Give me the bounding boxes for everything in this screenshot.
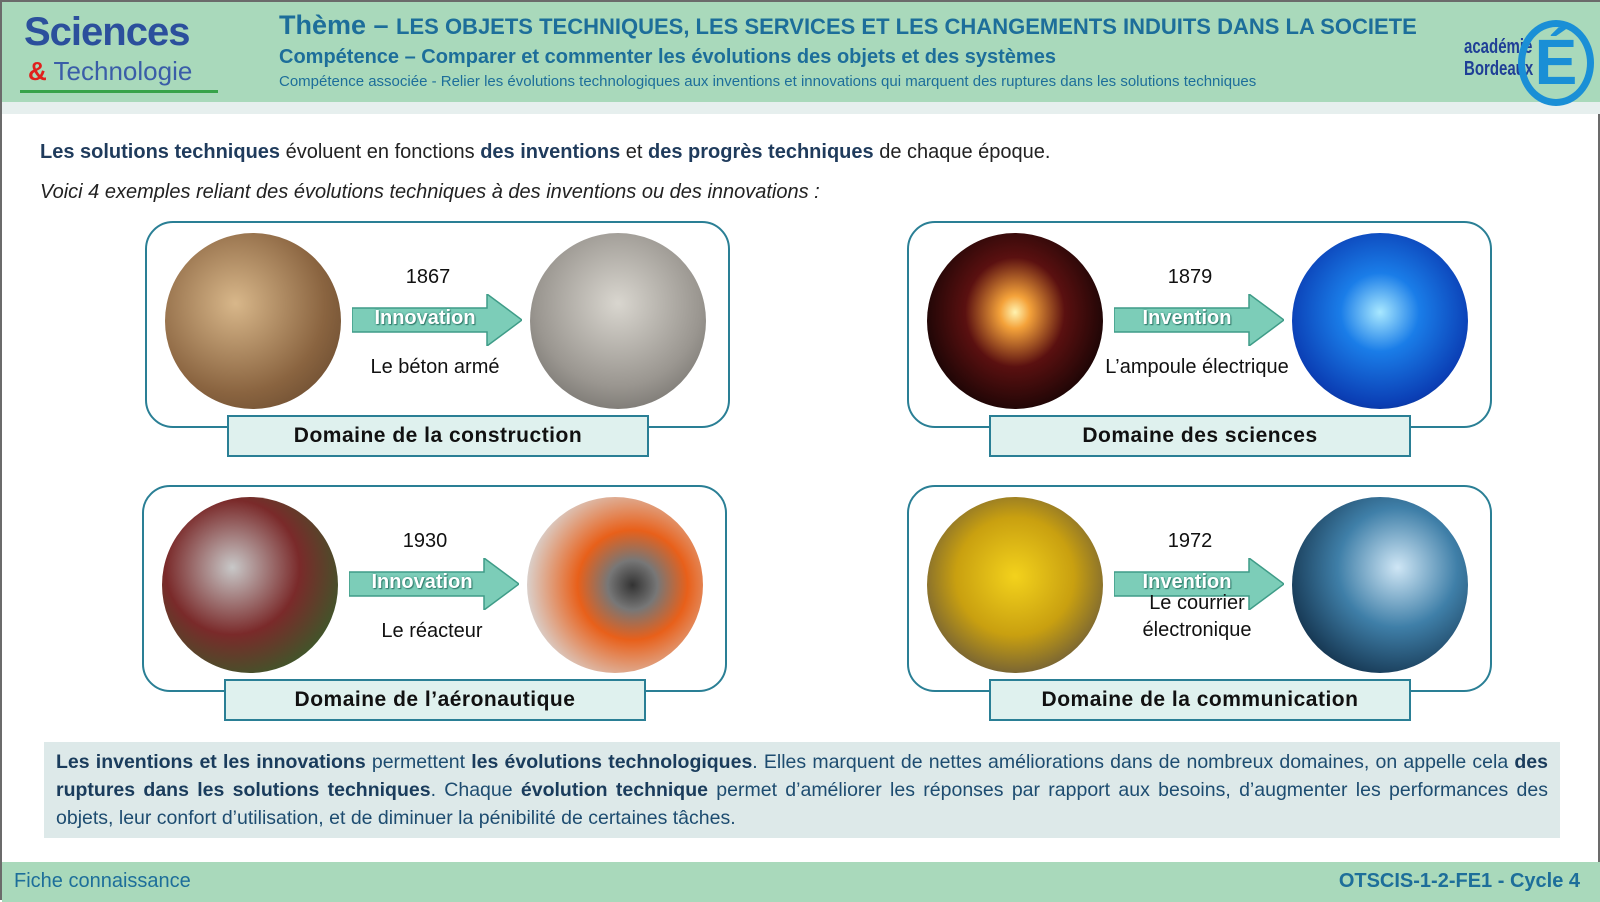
competence-associee: Compétence associée - Relier les évolutions technologiques aux inventions et innovations qui marquent des ruptures dans les solutions techniques <box>279 73 1257 90</box>
photo-before-communication <box>927 497 1103 673</box>
bold-text: des inventions <box>480 141 621 163</box>
bold-text: évolution technique <box>520 779 708 801</box>
photo-after-aeronautique <box>527 497 703 673</box>
competence-title: Compétence – Comparer et commenter les évolutions des objets et des systèmes <box>279 46 1056 68</box>
header-subband <box>2 102 1600 114</box>
year-label: 1879 <box>1167 266 1213 288</box>
photo-after-construction <box>530 233 706 409</box>
academie-line1: académie <box>1464 36 1533 58</box>
photo-before-aeronautique <box>162 497 338 673</box>
theme-prefix: Thème – <box>279 10 397 40</box>
arrow-type-label: Invention <box>1142 307 1232 329</box>
summary-box <box>44 742 1560 838</box>
arrow-type-label: Invention <box>1142 571 1232 593</box>
domain-label-sciences: Domaine des sciences <box>989 415 1411 457</box>
year-label: 1972 <box>1167 530 1213 552</box>
year-label: 1867 <box>405 266 451 288</box>
academie-line2: Bordeaux <box>1464 58 1534 80</box>
text: de chaque époque. <box>873 141 1051 163</box>
logo-amp: & <box>28 56 47 86</box>
photo-after-communication <box>1292 497 1468 673</box>
text: permettent <box>365 751 472 773</box>
text: et <box>620 141 649 163</box>
year-label: 1930 <box>402 530 448 552</box>
logo-tech-text: Technologie <box>53 56 193 86</box>
bold-text: les évolutions technologiques <box>471 751 753 773</box>
footer-left: Fiche connaissance <box>14 870 191 892</box>
invention-caption: Le réacteur <box>381 620 483 642</box>
bold-text: des progrès techniques <box>648 141 874 163</box>
invention-caption: Le courrier électronique <box>1142 592 1252 641</box>
invention-caption: Le béton armé <box>370 356 500 378</box>
intro-sentence <box>40 141 1050 164</box>
bold-text: des ruptures dans les solutions techniques <box>56 751 1548 801</box>
text: permet d’améliorer les réponses par rapport aux besoins, d’augmenter les performances des objets, leur confort d’utilisation, et de diminuer la pénibilité de certaines tâches. <box>56 779 1548 829</box>
footer-right: OTSCIS-1-2-FE1 - Cycle 4 <box>1338 870 1580 892</box>
photo-after-sciences <box>1292 233 1468 409</box>
arrow-type-label: Innovation <box>374 307 476 329</box>
logo-sciences: Sciences <box>24 10 190 54</box>
logo-heartbeat-line <box>20 90 218 93</box>
domain-label-construction: Domaine de la construction <box>227 415 649 457</box>
bold-text: Les inventions et les innovations <box>56 751 366 773</box>
text: . Chaque <box>430 779 521 801</box>
intro-examples: Voici 4 exemples reliant des évolutions techniques à des inventions ou des innovations : <box>40 181 820 203</box>
domain-label-aeronautique: Domaine de l’aéronautique <box>224 679 646 721</box>
theme-title <box>279 10 1417 41</box>
theme-text: LES OBJETS TECHNIQUES, LES SERVICES ET LES CHANGEMENTS INDUITS DANS LA SOCIETE <box>396 14 1417 39</box>
invention-caption: L’ampoule électrique <box>1105 356 1289 378</box>
bold-text: Les solutions techniques <box>40 141 281 163</box>
arrow-type-label: Innovation <box>371 571 473 593</box>
photo-before-construction <box>165 233 341 409</box>
domain-label-communication: Domaine de la communication <box>989 679 1411 721</box>
photo-before-sciences <box>927 233 1103 409</box>
logo-technologie <box>28 56 192 87</box>
text: . Elles marquent de nettes améliorations dans de nombreux domaines, on appelle cela <box>752 751 1515 773</box>
text: évoluent en fonctions <box>280 141 481 163</box>
academie-logo-e: É <box>1518 20 1594 106</box>
